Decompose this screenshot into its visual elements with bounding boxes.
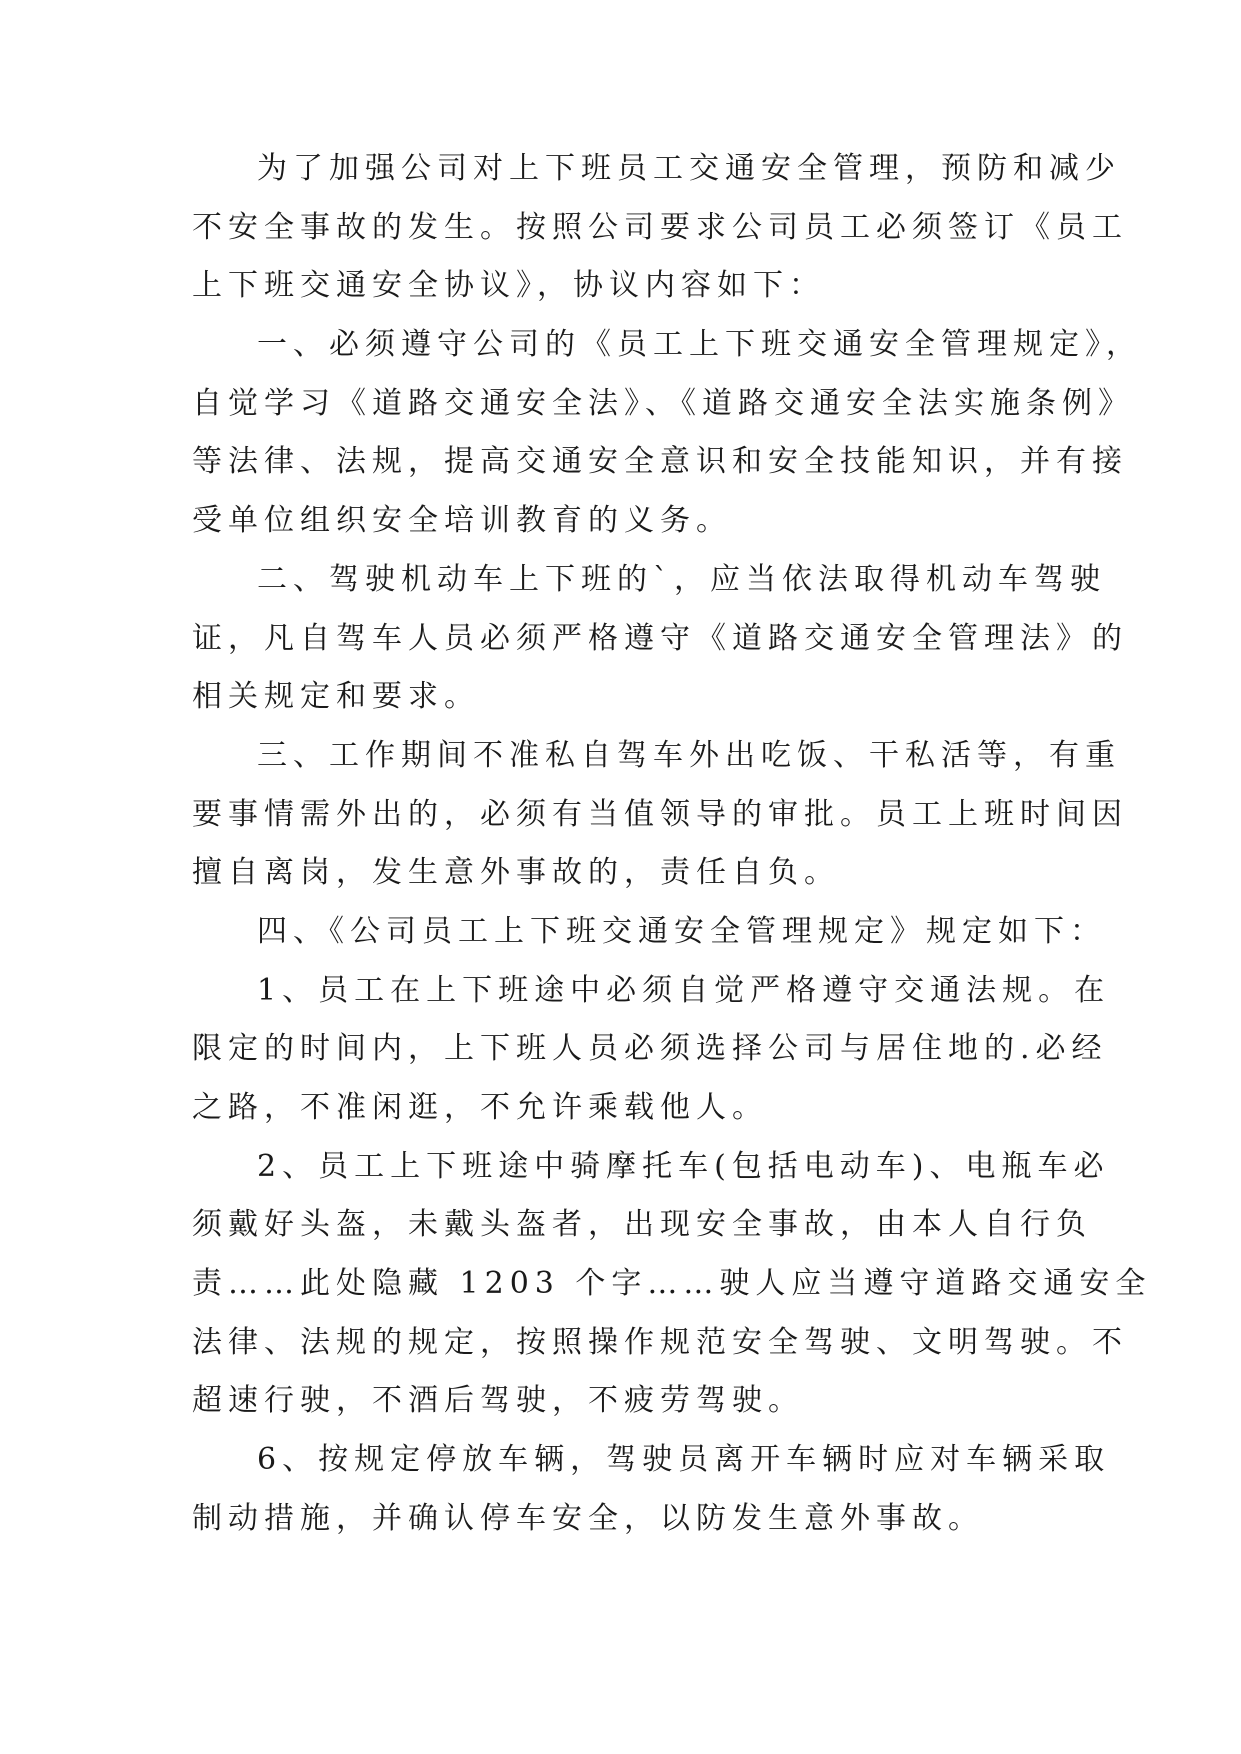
- text-line-18: 2、员工上下班途中骑摩托车(包括电动车)、电瓶车必: [257, 1148, 1110, 1184]
- text-line-3: 上下班交通安全协议》，协议内容如下：: [192, 268, 825, 304]
- text-line-22: 超速行驶，不酒后驾驶，不疲劳驾驶。: [192, 1383, 804, 1419]
- text-line-6: 等法律、法规，提高交通安全意识和安全技能知识，并有接: [192, 444, 1128, 480]
- text-line-15: 1、员工在上下班途中必须自觉严格遵守交通法规。在: [257, 972, 1111, 1008]
- text-line-14: 四、《公司员工上下班交通安全管理规定》规定如下：: [257, 913, 1106, 949]
- text-line-21: 法律、法规的规定，按照操作规范安全驾驶、文明驾驶。不: [192, 1324, 1128, 1360]
- text-line-13: 擅自离岗，发生意外事故的，责任自负。: [192, 855, 840, 891]
- text-line-4: 一、必须遵守公司的《员工上下班交通安全管理规定》，: [257, 327, 1142, 363]
- text-line-16: 限定的时间内，上下班人员必须选择公司与居住地的.必经: [192, 1031, 1108, 1067]
- text-line-8: 二、驾驶机动车上下班的`，应当依法取得机动车驾驶: [257, 561, 1106, 597]
- text-line-23: 6、按规定停放车辆，驾驶员离开车辆时应对车辆采取: [257, 1442, 1111, 1478]
- text-line-17: 之路，不准闲逛，不允许乘载他人。: [192, 1090, 768, 1125]
- text-line-7: 受单位组织安全培训教育的义务。: [192, 503, 732, 539]
- text-line-10: 相关规定和要求。: [192, 679, 480, 715]
- text-line-5: 自觉学习《道路交通安全法》、《道路交通安全法实施条例》: [192, 385, 1134, 421]
- text-line-11: 三、工作期间不准私自驾车外出吃饭、干私活等，有重: [257, 737, 1121, 773]
- text-line-1: 为了加强公司对上下班员工交通安全管理，预防和减少: [257, 151, 1121, 186]
- document-body: [192, 140, 1152, 1549]
- text-line-24: 制动措施，并确认停车安全，以防发生意外事故。: [192, 1500, 984, 1536]
- text-line-20: 责……此处隐藏 1203 个字……驶人应当遵守道路交通安全: [192, 1266, 1152, 1302]
- text-line-19: 须戴好头盔，未戴头盔者，出现安全事故，由本人自行负: [192, 1207, 1092, 1243]
- text-line-9: 证，凡自驾车人员必须严格遵守《道路交通安全管理法》的: [192, 620, 1128, 656]
- text-line-2: 不安全事故的发生。按照公司要求公司员工必须签订《员工: [192, 209, 1128, 245]
- text-line-12: 要事情需外出的，必须有当值领导的审批。员工上班时间因: [192, 796, 1128, 832]
